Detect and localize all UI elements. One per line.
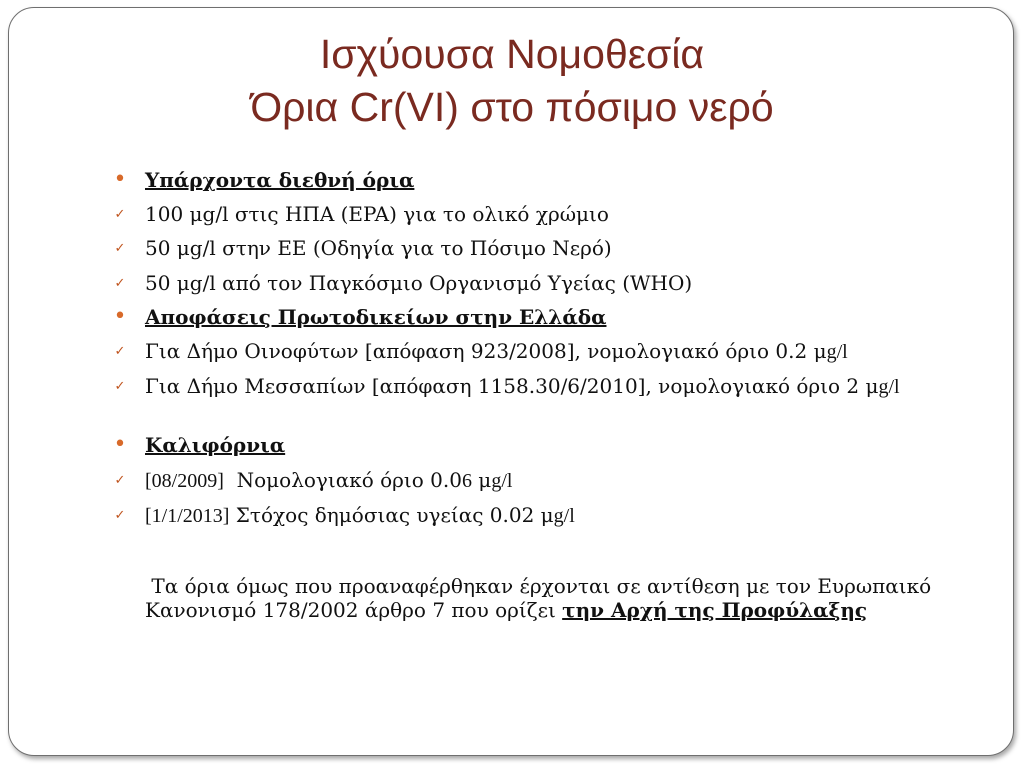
- unit-text: g/l: [491, 470, 513, 492]
- check-icon: ✓: [114, 207, 126, 222]
- unit-text: g/l: [826, 341, 848, 363]
- heading-text: Υπάρχοντα διεθνή όρια: [145, 168, 415, 192]
- check-icon: ✓: [114, 344, 126, 359]
- list-item: [114, 374, 965, 399]
- item-text: 100 μg/l στις ΗΠΑ (EPA) για το ολικό χρώμιο: [145, 202, 609, 226]
- check-icon: ✓: [114, 276, 126, 291]
- check-icon: ✓: [114, 379, 126, 394]
- section-heading-international: [113, 167, 975, 192]
- title-line-1: Ισχύουσα Νομοθεσία: [319, 31, 705, 77]
- digit-text: 6: [461, 470, 472, 492]
- closing-note: [145, 574, 945, 622]
- heading-text: Αποφάσεις Πρωτοδικείων στην Ελλάδα: [145, 305, 607, 329]
- list-item: [114, 236, 975, 260]
- mu-text: μ: [471, 468, 492, 492]
- note-text: Τα όρια όμως που προαναφέρθηκαν έρχονται σε αντίθεση με τον Ευρωπαικό Κανονισμό 178/2002 άρθρο 7 που ορίζει: [145, 574, 932, 622]
- item-text: 50 μg/l στην ΕΕ (Οδηγία για το Πόσιμο Νερό): [145, 236, 612, 260]
- item-text: Στόχος δημόσιας υγείας 0.02 μ: [229, 503, 554, 527]
- check-icon: ✓: [114, 508, 126, 523]
- date-text: [08/2009]: [145, 470, 224, 492]
- list-item: [114, 503, 975, 528]
- precautionary-principle-link: την Αρχή της Προφύλαξης: [562, 598, 868, 622]
- item-text: 50 μg/l από τον Παγκόσμιο Οργανισμό Υγείας (WHO): [145, 271, 693, 295]
- heading-text: Καλιφόρνια: [145, 433, 286, 457]
- section-heading-greece: [113, 304, 975, 329]
- unit-text: g/l: [553, 505, 575, 527]
- list-item: [114, 271, 975, 295]
- item-text: Νομολογιακό όριο 0.0: [236, 468, 462, 492]
- list-item: [114, 202, 975, 226]
- list-item: [114, 339, 975, 364]
- bullet-icon: •: [113, 432, 127, 457]
- date-text: [1/1/2013]: [145, 505, 230, 527]
- bullet-icon: •: [113, 167, 127, 192]
- check-icon: ✓: [114, 473, 126, 488]
- check-icon: ✓: [114, 241, 126, 256]
- item-text: Για Δήμο Μεσσαπίων [απόφαση 1158.30/6/2010], νομολογιακό όριο 2 μ: [145, 374, 879, 398]
- item-text: Για Δήμο Οινοφύτων [απόφαση 923/2008], νομολογιακό όριο 0.2 μ: [145, 339, 827, 363]
- section-heading-california: [113, 432, 975, 457]
- list-item: [114, 468, 975, 493]
- bullet-icon: •: [113, 304, 127, 329]
- title-line-2: Όρια Cr(VI) στο πόσιμο νερό: [250, 84, 774, 130]
- unit-text: g/l: [878, 376, 900, 398]
